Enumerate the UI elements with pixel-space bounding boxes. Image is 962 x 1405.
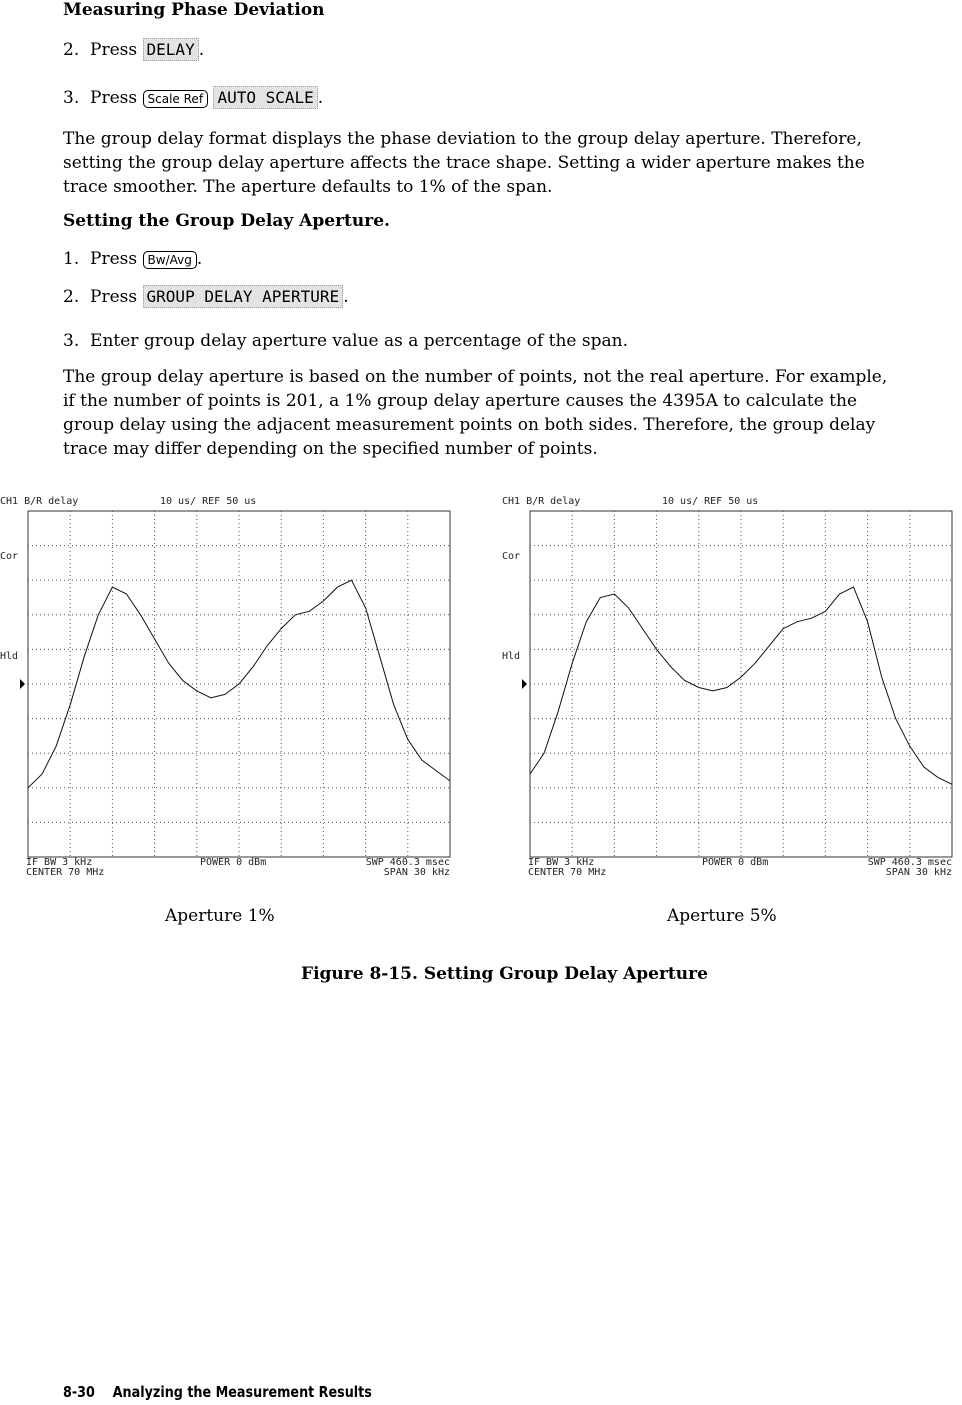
step-text: Enter group delay aperture value as a percentage of the span. — [90, 331, 628, 351]
screen-footer-swp: SWP 460.3 msec — [365, 857, 450, 868]
screen-footer-ifbw: IF BW 3 kHz — [26, 857, 93, 868]
step-enter-aperture — [63, 329, 628, 353]
bw-avg-hardkey[interactable]: Bw/Avg — [143, 251, 197, 269]
group-delay-aperture-softkey[interactable]: GROUP DELAY APERTURE — [143, 285, 344, 308]
auto-scale-softkey[interactable]: AUTO SCALE — [213, 86, 317, 109]
step-press-delay — [63, 38, 204, 62]
step-press-label: Press — [90, 88, 138, 108]
screen-footer-swp: SWP 460.3 msec — [867, 857, 952, 868]
step-number: 1. — [63, 249, 80, 269]
step-press-group-delay-aperture — [63, 285, 349, 309]
caption-aperture-5: Aperture 5% — [667, 906, 777, 926]
step-number: 2. — [63, 287, 80, 307]
paragraph-line: The group delay format displays the phase deviation to the group delay aperture. Therefore, — [63, 129, 862, 149]
screen-footer-power: POWER 0 dBm — [200, 857, 267, 868]
screen-footer-power: POWER 0 dBm — [702, 857, 769, 868]
screen-side-hld: Hld — [0, 651, 19, 662]
screen-side-hld: Hld — [502, 651, 521, 662]
screen-header-channel: CH1 B/R delay — [0, 496, 79, 507]
graticule — [530, 511, 952, 857]
screen-side-cor: Cor — [0, 551, 19, 562]
step-tail: . — [317, 88, 324, 108]
paragraph-line: group delay using the adjacent measurement points on both sides. Therefore, the group delay — [63, 415, 876, 435]
paragraph-aperture-points — [63, 365, 887, 461]
reference-marker-icon — [522, 679, 527, 689]
step-tail: . — [196, 249, 203, 269]
step-press-label: Press — [90, 249, 138, 269]
paragraph-line: if the number of points is 201, a 1% group delay aperture causes the 4395A to calculate the — [63, 391, 858, 411]
screen-header-channel: CH1 B/R delay — [502, 496, 581, 507]
screen-footer-center: CENTER 70 MHz — [26, 867, 105, 878]
chapter-title: Analyzing the Measurement Results — [112, 1383, 372, 1401]
page-footer — [63, 1383, 372, 1401]
paragraph-line: setting the group delay aperture affects the trace shape. Setting a wider aperture makes the — [63, 153, 865, 173]
step-press-auto-scale — [63, 86, 323, 110]
step-press-bw-avg — [63, 247, 202, 271]
figure-title: Figure 8-15. Setting Group Delay Aperture — [301, 964, 708, 984]
screen-header-scale: 10 us/ REF 50 us — [160, 496, 257, 507]
screen-footer-ifbw: IF BW 3 kHz — [528, 857, 595, 868]
trace-line — [530, 587, 952, 784]
screen-footer-span: SPAN 30 kHz — [383, 867, 450, 878]
page-number: 8-30 — [63, 1383, 95, 1401]
screen-footer-center: CENTER 70 MHz — [528, 867, 607, 878]
paragraph-aperture-intro — [63, 127, 865, 199]
scale-ref-hardkey[interactable]: Scale Ref — [143, 90, 209, 108]
paragraph-line: trace smoother. The aperture defaults to 1% of the span. — [63, 177, 553, 197]
caption-aperture-1: Aperture 1% — [165, 906, 275, 926]
step-number: 2. — [63, 40, 80, 60]
screen-header-scale: 10 us/ REF 50 us — [662, 496, 759, 507]
step-tail: . — [343, 287, 349, 307]
screen-footer-span: SPAN 30 kHz — [885, 867, 952, 878]
section-title: Measuring Phase Deviation — [63, 0, 325, 20]
step-number: 3. — [63, 331, 80, 351]
subsection-title: Setting the Group Delay Aperture. — [63, 211, 390, 231]
paragraph-line: trace may differ depending on the specified number of points. — [63, 439, 598, 459]
step-tail: . — [198, 40, 205, 60]
screen-side-cor: Cor — [502, 551, 521, 562]
analyzer-screen-aperture-5 — [502, 492, 957, 878]
step-number: 3. — [63, 88, 80, 108]
analyzer-screen-aperture-1 — [0, 492, 455, 878]
step-press-label: Press — [90, 40, 138, 60]
step-press-label: Press — [90, 287, 138, 307]
reference-marker-icon — [20, 679, 25, 689]
paragraph-line: The group delay aperture is based on the number of points, not the real aperture. For example, — [63, 367, 888, 387]
delay-softkey[interactable]: DELAY — [143, 38, 199, 61]
